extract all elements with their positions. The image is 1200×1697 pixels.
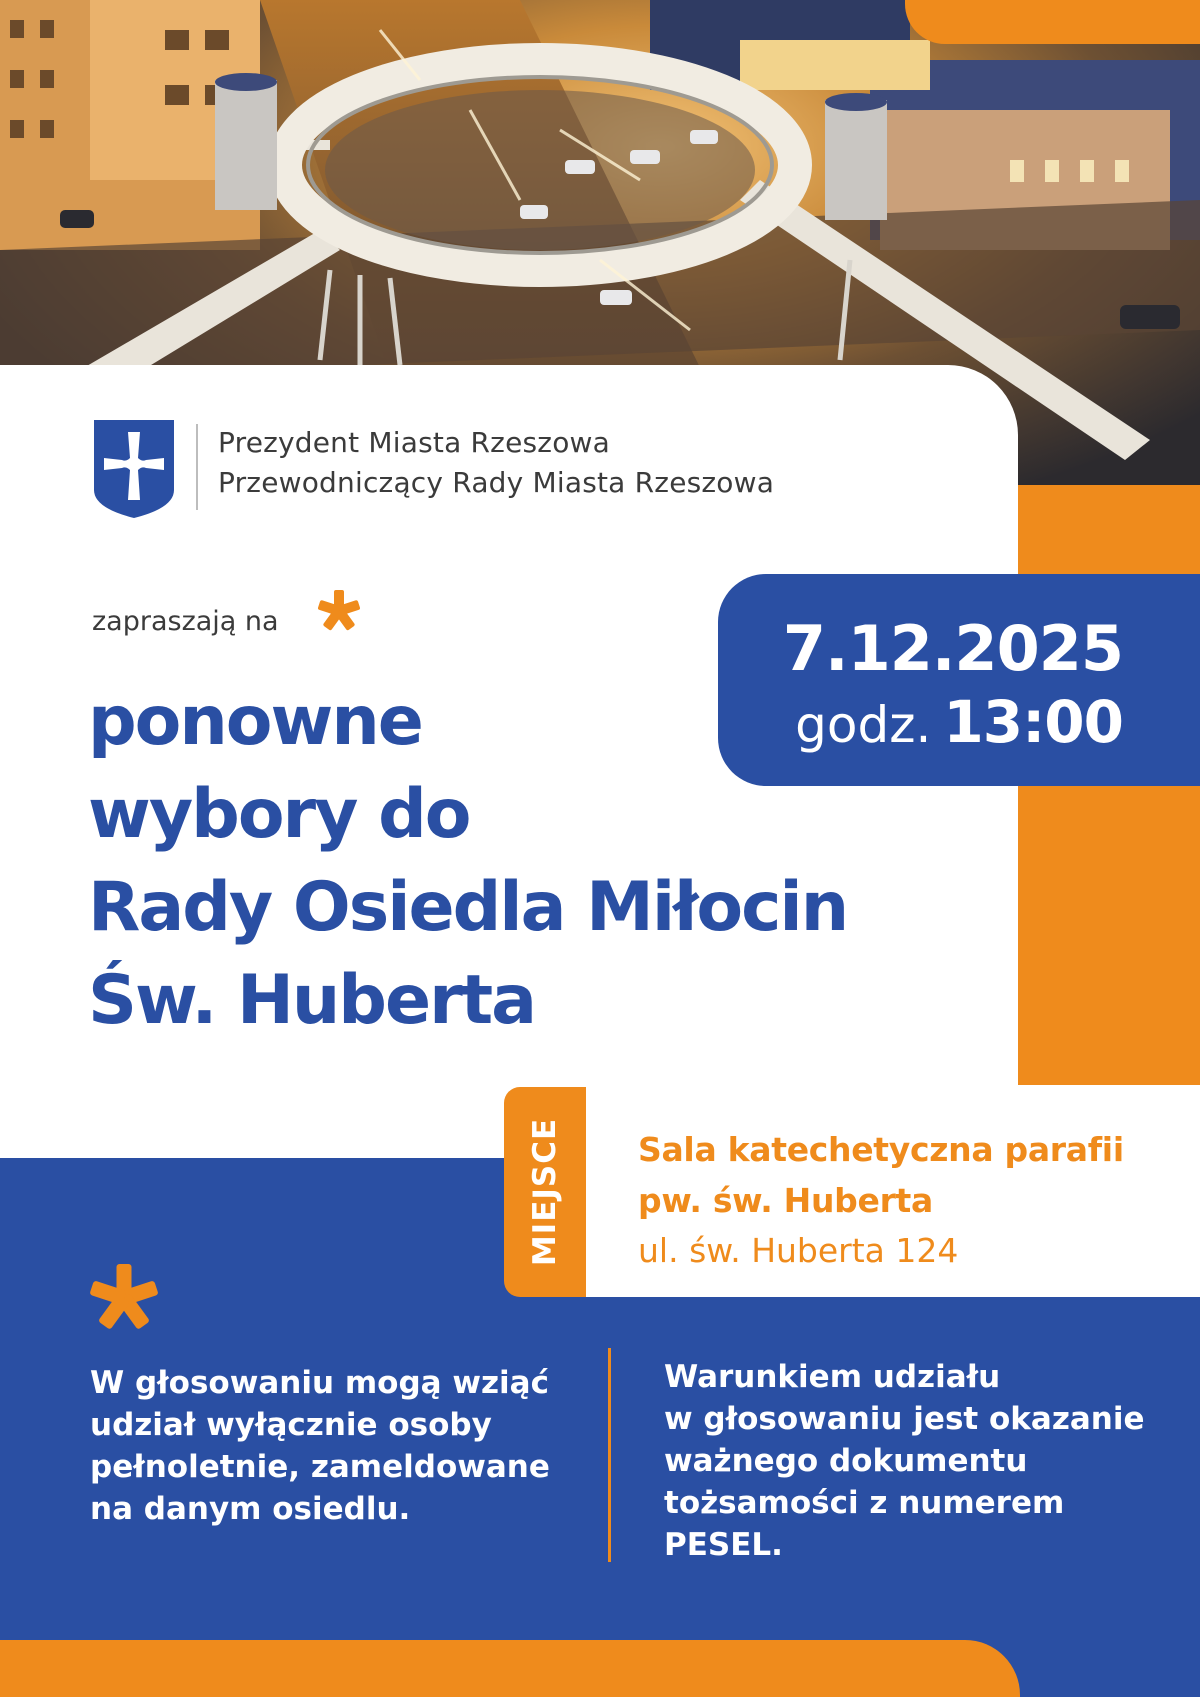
id-requirement-note-line: tożsamości z numerem bbox=[664, 1485, 1065, 1521]
id-requirement-note-line: w głosowaniu jest okazanie bbox=[664, 1401, 1145, 1437]
venue-line-2: pw. św. Huberta bbox=[638, 1181, 933, 1220]
eligibility-note bbox=[90, 1362, 610, 1530]
organizer-line-2: Przewodniczący Rady Miasta Rzeszowa bbox=[218, 466, 775, 499]
event-date: 7.12.2025 bbox=[782, 612, 1123, 685]
eligibility-note-line: pełnoletnie, zameldowane bbox=[90, 1449, 550, 1485]
event-title-line-1: ponowne bbox=[88, 682, 422, 761]
event-title-line-3: Rady Osiedla Miłocin bbox=[88, 868, 848, 947]
eligibility-note-line: udział wyłącznie osoby bbox=[90, 1407, 492, 1443]
orange-footer-bar bbox=[0, 1640, 1020, 1697]
id-requirement-note-line: ważnego dokumentu bbox=[664, 1443, 1028, 1479]
id-requirement-note bbox=[664, 1356, 1184, 1566]
eligibility-note-line: na danym osiedlu. bbox=[90, 1491, 411, 1527]
time-label: godz. bbox=[795, 696, 932, 754]
asterisk-icon bbox=[88, 1262, 160, 1334]
header-divider bbox=[196, 424, 198, 510]
invite-intro: zapraszają na bbox=[92, 606, 279, 637]
id-requirement-note-line: PESEL. bbox=[664, 1527, 783, 1563]
venue-line-1: Sala katechetyczna parafii bbox=[638, 1130, 1124, 1169]
id-requirement-note-line: Warunkiem udziału bbox=[664, 1359, 1001, 1395]
organizer-line-1: Prezydent Miasta Rzeszowa bbox=[218, 426, 610, 459]
location-label-wrap bbox=[504, 1087, 586, 1297]
event-title-line-4: Św. Huberta bbox=[88, 961, 535, 1040]
rzeszow-coat-of-arms-icon bbox=[92, 418, 176, 520]
event-title-line-2: wybory do bbox=[88, 775, 470, 854]
notes-divider bbox=[608, 1348, 611, 1562]
orange-corner-tab bbox=[905, 0, 1200, 44]
venue-address: ul. św. Huberta 124 bbox=[638, 1231, 959, 1270]
event-time: 13:00 bbox=[943, 688, 1123, 756]
asterisk-icon bbox=[316, 588, 362, 634]
eligibility-note-line: W głosowaniu mogą wziąć bbox=[90, 1365, 549, 1401]
event-time-row bbox=[735, 688, 1123, 756]
location-label: MIEJSCE bbox=[527, 1117, 564, 1267]
